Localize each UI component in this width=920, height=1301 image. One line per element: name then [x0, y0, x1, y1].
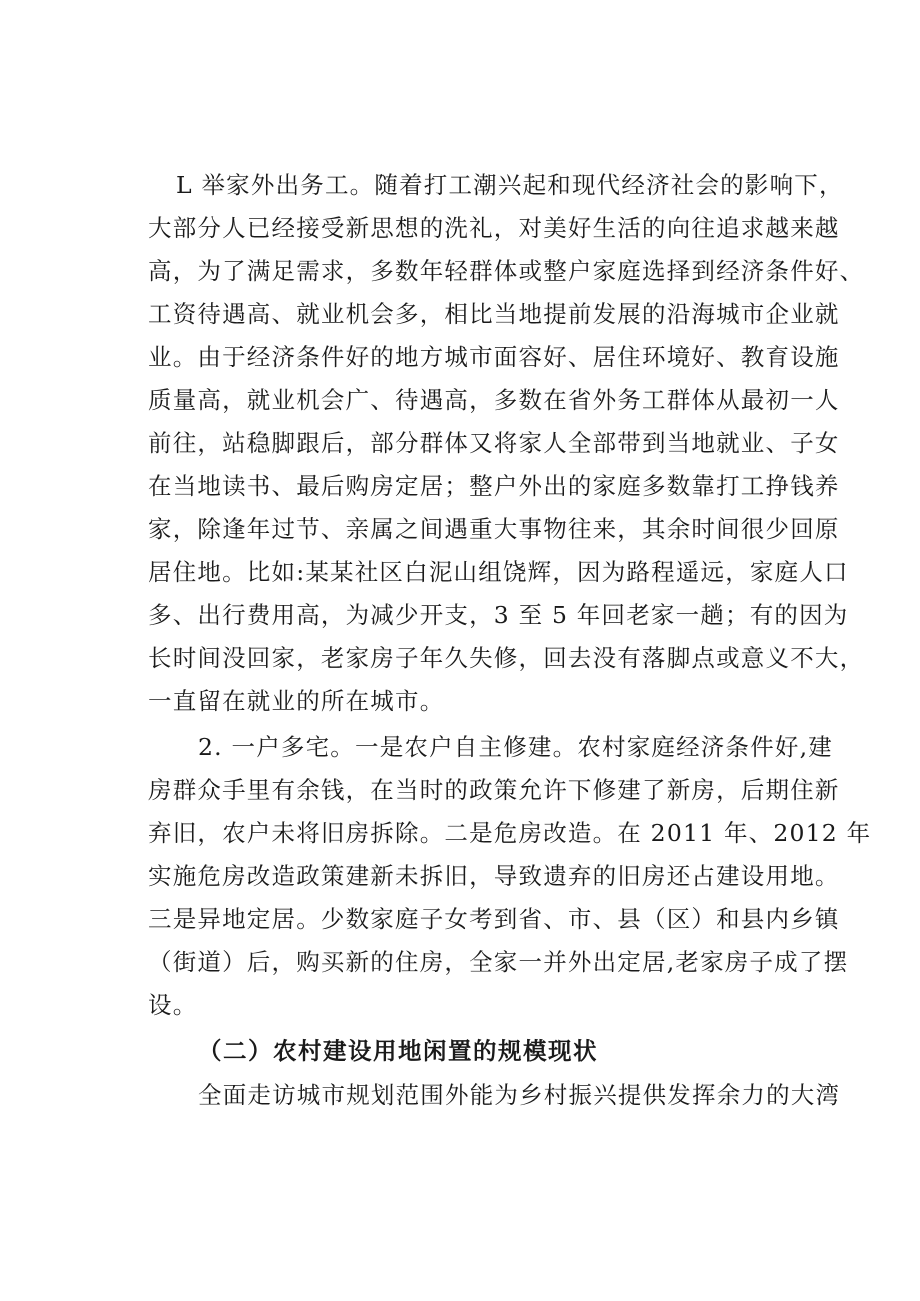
paragraph-1-line-11: 多、出行费用高，为减少开支，3 至 5 年回老家一趟；有的因为: [148, 601, 849, 629]
paragraph-1-line-12: 长时间没回家，老家房子年久失修，回去没有落脚点或意义不大，: [148, 644, 865, 672]
paragraph-1-line-1: L 举家外出务工。随着打工潮兴起和现代经济社会的影响下，: [176, 171, 844, 199]
paragraph-2-line-4: 实施危房改造政策建新未拆旧，导致遗弃的旧房还占建设用地。: [148, 862, 840, 890]
paragraph-2-line-7: 设。: [148, 991, 198, 1019]
paragraph-1-line-5: 业。由于经济条件好的地方城市面容好、居住环境好、教育设施: [148, 343, 840, 371]
paragraph-2-line-1: 2. 一户多宅。一是农户自主修建。农村家庭经济条件好,建: [198, 733, 833, 761]
paragraph-1-line-13: 一直留在就业的所在城市。: [148, 687, 445, 715]
paragraph-2-line-2: 房群众手里有余钱，在当时的政策允许下修建了新房，后期住新: [148, 776, 840, 804]
paragraph-1-line-9: 家，除逢年过节、亲属之间遇重大事物往来，其余时间很少回原: [148, 515, 840, 543]
paragraph-1-line-6: 质量高，就业机会广、待遇高，多数在省外务工群体从最初一人: [148, 386, 840, 414]
section-heading: （二）农村建设用地闲置的规模现状: [198, 1037, 598, 1065]
paragraph-3-line-1: 全面走访城市规划范围外能为乡村振兴提供发挥余力的大湾: [198, 1081, 841, 1109]
paragraph-1-line-2: 大部分人已经接受新思想的洗礼，对美好生活的向往追求越来越: [148, 214, 840, 242]
paragraph-1-line-7: 前往，站稳脚跟后，部分群体又将家人全部带到当地就业、子女: [148, 429, 840, 457]
paragraph-2-line-3: 弃旧，农户未将旧房拆除。二是危房改造。在 2011 年、2012 年: [148, 819, 872, 847]
paragraph-1-line-4: 工资待遇高、就业机会多，相比当地提前发展的沿海城市企业就: [148, 300, 840, 328]
paragraph-2-line-6: （街道）后，购买新的住房，全家一并外出定居,老家房子成了摆: [148, 948, 849, 976]
paragraph-1-line-3: 高，为了满足需求，多数年轻群体或整户家庭选择到经济条件好、: [148, 257, 865, 285]
paragraph-2-line-5: 三是异地定居。少数家庭子女考到省、市、县（区）和县内乡镇: [148, 905, 840, 933]
paragraph-1-line-8: 在当地读书、最后购房定居；整户外出的家庭多数靠打工挣钱养: [148, 472, 840, 500]
paragraph-1-line-10: 居住地。比如:某某社区白泥山组饶辉，因为路程遥远，家庭人口: [148, 558, 849, 586]
